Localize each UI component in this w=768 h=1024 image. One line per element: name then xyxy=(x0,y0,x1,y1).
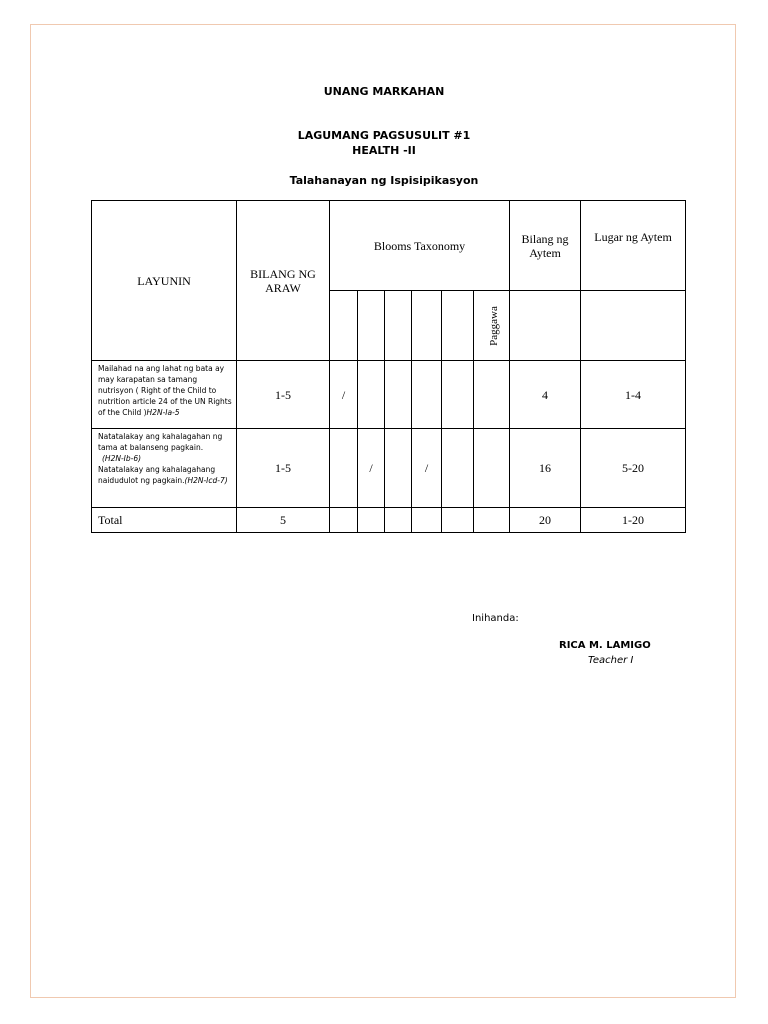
location-cell: 5-20 xyxy=(581,429,686,508)
table-row xyxy=(92,429,686,508)
header-bilang-aytem: Bilang ng Aytem xyxy=(510,201,581,291)
blooms-mark xyxy=(474,429,510,508)
total-days: 5 xyxy=(237,508,330,533)
blooms-col-4 xyxy=(412,291,442,361)
blooms-mark xyxy=(385,508,412,533)
days-cell: 1-5 xyxy=(237,361,330,429)
days-cell: 1-5 xyxy=(237,429,330,508)
objective-code: H2N-Ia-5 xyxy=(146,408,180,417)
objective-cell xyxy=(92,429,237,508)
header-lugar-aytem: Lugar ng Aytem xyxy=(581,201,686,291)
blooms-mark xyxy=(442,361,474,429)
prepared-label: Inihanda: xyxy=(472,613,519,624)
blooms-mark xyxy=(358,508,385,533)
header-layunin: LAYUNIN xyxy=(92,201,237,361)
blooms-mark xyxy=(385,361,412,429)
objective-code: (H2N-Ib-6) xyxy=(102,454,142,463)
preparer-position: Teacher I xyxy=(588,655,634,666)
header-lugar-empty xyxy=(581,291,686,361)
blooms-mark: / xyxy=(330,361,358,429)
objective-text: Natatalakay ang kahalagahan ng tama at balanseng pagkain. xyxy=(98,432,223,452)
header-aytem-empty xyxy=(510,291,581,361)
total-row xyxy=(92,508,686,533)
table-row xyxy=(92,361,686,429)
blooms-mark xyxy=(330,429,358,508)
items-cell: 16 xyxy=(510,429,581,508)
items-cell: 4 xyxy=(510,361,581,429)
blooms-mark xyxy=(358,361,385,429)
subject-title: HEALTH -II xyxy=(352,144,416,157)
header-blooms: Blooms Taxonomy xyxy=(330,201,510,291)
blooms-mark xyxy=(385,429,412,508)
header-row-1 xyxy=(92,201,686,291)
blooms-col-paggawa xyxy=(474,291,510,361)
blooms-col-3 xyxy=(385,291,412,361)
blooms-mark: / xyxy=(358,429,385,508)
blooms-mark xyxy=(412,508,442,533)
objective-text-2: Natatalakay ang kahalagahang naidudulot ng pagkain. xyxy=(98,465,216,485)
blooms-mark xyxy=(474,508,510,533)
test-name: LAGUMANG PAGSUSULIT #1 xyxy=(297,129,471,142)
total-location: 1-20 xyxy=(581,508,686,533)
blooms-mark xyxy=(442,429,474,508)
blooms-mark xyxy=(330,508,358,533)
table-title: Talahanayan ng Ispisipikasyon xyxy=(289,174,479,187)
objective-text: Mailahad na ang lahat ng bata ay may karapatan sa tamang nutrisyon ( Right of the Child to nutrition article 24 of the UN Rights of the Child ) xyxy=(98,364,232,417)
quarter-title: UNANG MARKAHAN xyxy=(323,85,445,98)
objective-cell xyxy=(92,361,237,429)
total-label: Total xyxy=(92,508,237,533)
specification-table xyxy=(91,200,686,533)
blooms-mark xyxy=(442,508,474,533)
total-items: 20 xyxy=(510,508,581,533)
blooms-mark xyxy=(412,361,442,429)
header-bilang-araw: BILANG NG ARAW xyxy=(237,201,330,361)
blooms-mark xyxy=(474,361,510,429)
paggawa-label: Paggawa xyxy=(487,306,500,346)
location-cell: 1-4 xyxy=(581,361,686,429)
blooms-mark: / xyxy=(412,429,442,508)
preparer-name: RICA M. LAMIGO xyxy=(559,640,651,651)
blooms-col-5 xyxy=(442,291,474,361)
blooms-col-1 xyxy=(330,291,358,361)
blooms-col-2 xyxy=(358,291,385,361)
objective-code-2: (H2N-Icd-7) xyxy=(184,476,228,485)
